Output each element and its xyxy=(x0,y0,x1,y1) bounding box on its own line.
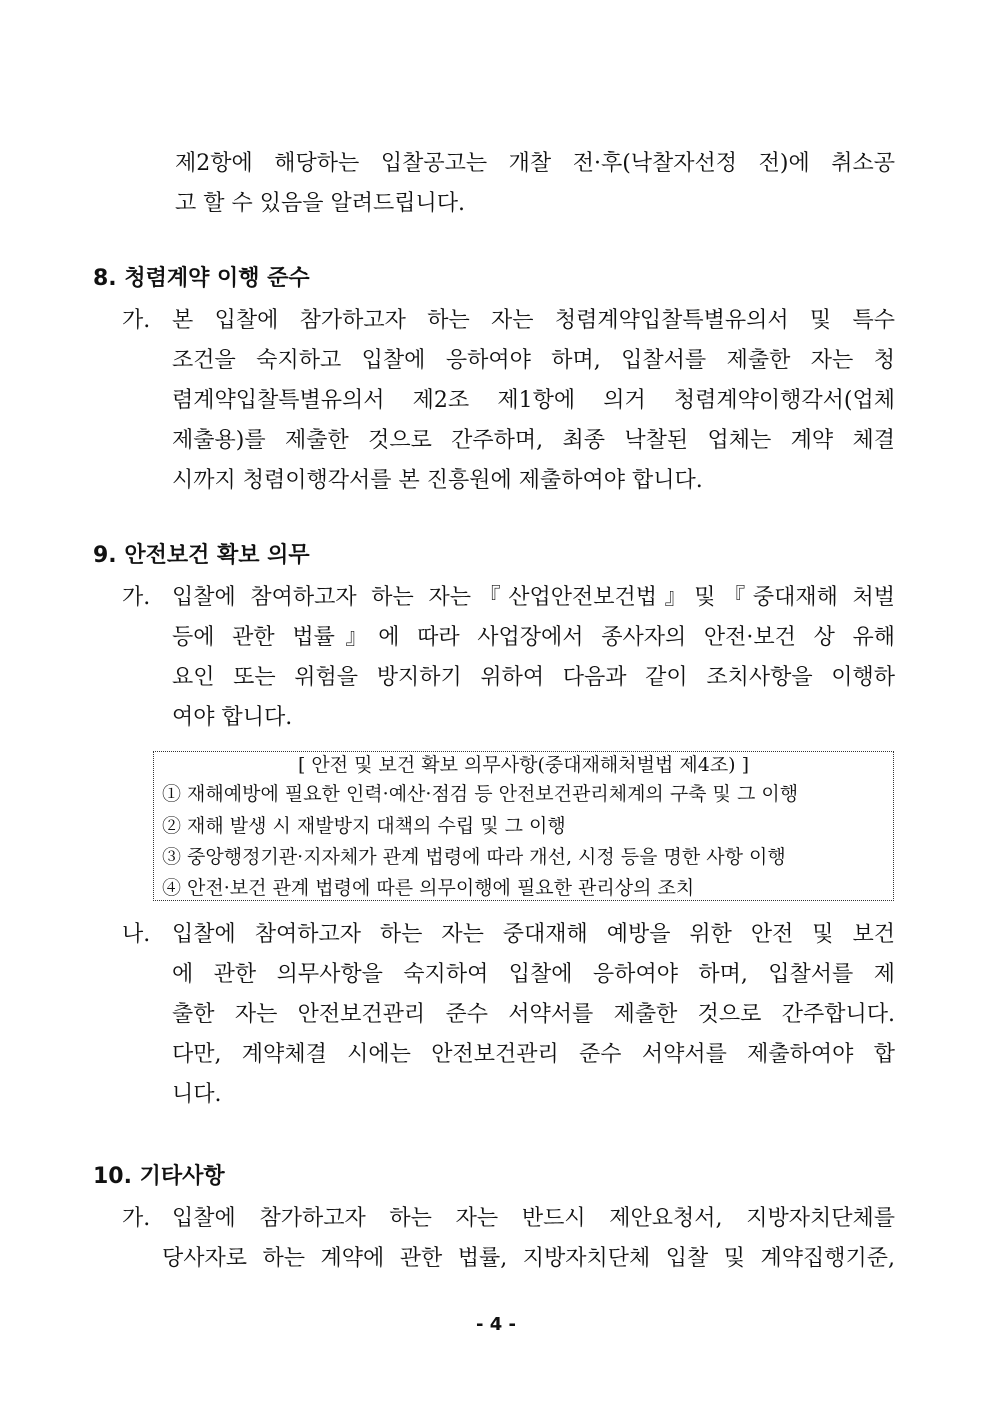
paragraph-line: 에 관한 의무사항을 숙지하여 입찰에 응하여야 하며, 입찰서를 제 xyxy=(172,962,895,987)
box-item-3: ③ 중앙행정기관·지자체가 관계 법령에 따라 개선, 시정 등을 명한 사항 이행 xyxy=(162,846,786,868)
paragraph-line: 시까지 청렴이행각서를 본 진흥원에 제출하여야 합니다. xyxy=(172,468,703,493)
paragraph-line: 니다. xyxy=(172,1082,222,1107)
paragraph-line: 요인 또는 위험을 방지하기 위하여 다음과 같이 조치사항을 이행하 xyxy=(172,665,895,690)
box-item-2: ② 재해 발생 시 재발방지 대책의 수립 및 그 이행 xyxy=(162,815,566,837)
paragraph-line: 고 할 수 있음을 알려드립니다. xyxy=(175,191,465,216)
paragraph-line: 입찰에 참여하고자 하는 자는 중대재해 예방을 위한 안전 및 보건 xyxy=(172,922,895,947)
paragraph-line: 입찰에 참가하고자 하는 자는 반드시 제안요청서, 지방자치단체를 xyxy=(172,1206,895,1231)
paragraph-line: 여야 합니다. xyxy=(172,705,293,730)
item-marker: 가. xyxy=(122,308,151,333)
section-heading-10: 10. 기타사항 xyxy=(93,1164,225,1189)
paragraph-line: 다만, 계약체결 시에는 안전보건관리 준수 서약서를 제출하여야 합 xyxy=(172,1042,895,1067)
paragraph-line: 등에 관한 법률』에 따라 사업장에서 종사자의 안전·보건 상 유해 xyxy=(172,625,895,650)
paragraph-line: 입찰에 참여하고자 하는 자는『산업안전보건법』및『중대재해 처벌 xyxy=(172,585,895,610)
paragraph-line: 당사자로 하는 계약에 관한 법률, 지방자치단체 입찰 및 계약집행기준, xyxy=(162,1246,895,1271)
section-heading-9: 9. 안전보건 확보 의무 xyxy=(93,543,310,568)
box-item-1: ① 재해예방에 필요한 인력·예산·점검 등 안전보건관리체계의 구축 및 그 이행 xyxy=(162,783,799,805)
obligations-box xyxy=(153,751,894,901)
box-item-4: ④ 안전·보건 관계 법령에 따른 의무이행에 필요한 관리상의 조치 xyxy=(162,877,695,899)
section-heading-8: 8. 청렴계약 이행 준수 xyxy=(93,266,310,291)
item-marker: 가. xyxy=(122,585,151,610)
paragraph-line: 제출용)를 제출한 것으로 간주하며, 최종 낙찰된 업체는 계약 체결 xyxy=(172,428,895,453)
paragraph-line: 렴계약입찰특별유의서 제2조 제1항에 의거 청렴계약이행각서(업체 xyxy=(172,388,895,413)
paragraph-line: 출한 자는 안전보건관리 준수 서약서를 제출한 것으로 간주합니다. xyxy=(172,1002,895,1027)
paragraph-line: 조건을 숙지하고 입찰에 응하여야 하며, 입찰서를 제출한 자는 청 xyxy=(172,348,895,373)
box-title: [ 안전 및 보건 확보 의무사항(중대재해처벌법 제4조) ] xyxy=(297,754,750,776)
item-marker: 나. xyxy=(122,922,151,947)
item-marker: 가. xyxy=(122,1206,151,1231)
page-number: - 4 - xyxy=(476,1314,516,1335)
paragraph-line: 본 입찰에 참가하고자 하는 자는 청렴계약입찰특별유의서 및 특수 xyxy=(172,308,895,333)
paragraph-line: 제2항에 해당하는 입찰공고는 개찰 전·후(낙찰자선정 전)에 취소공 xyxy=(175,151,895,176)
